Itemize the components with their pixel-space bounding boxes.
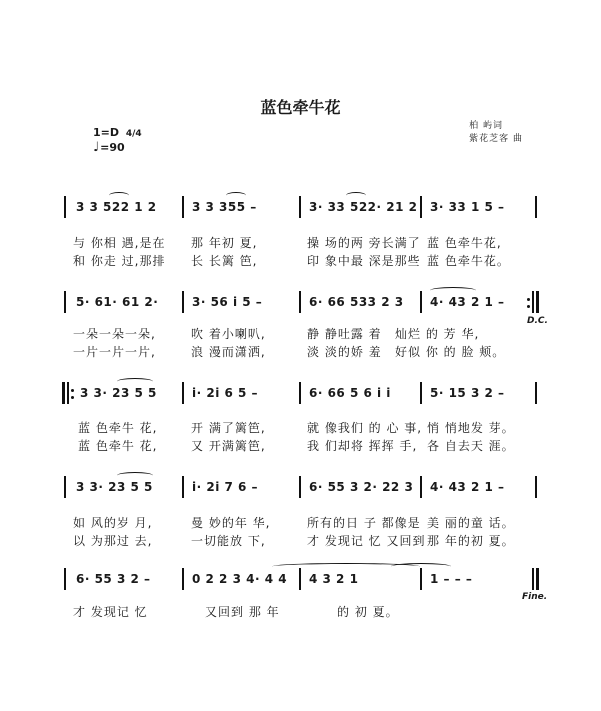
tempo-value: =90 — [100, 141, 125, 154]
end-repeat-barline — [536, 291, 539, 313]
measure: 3 3 355 – — [192, 200, 257, 214]
lyricist-credit: 柏 屿词 — [469, 121, 503, 131]
quarter-note-icon: ♩ — [93, 140, 100, 155]
lyric: 悄 悄地发 芽。 — [427, 421, 515, 435]
repeat-dots — [527, 294, 531, 312]
lyric: 如 风的岁 月, — [73, 516, 153, 530]
measure: 6· 55 3 2 – — [76, 572, 151, 586]
lyric: 一切能放 下, — [191, 534, 266, 548]
credits — [469, 120, 523, 146]
barline — [420, 291, 422, 313]
barline — [182, 476, 184, 498]
barline — [64, 476, 66, 498]
lyric: 曼 妙的年 华, — [191, 516, 271, 530]
lyric: 我 们却将 挥挥 手, — [307, 439, 418, 453]
slur — [109, 192, 129, 199]
lyric: 那 年的初 夏。 — [427, 534, 515, 548]
measure: 0 2 2 3 4· 4 4 — [192, 572, 288, 586]
measure: 3· 33 522· 21 2 — [309, 200, 418, 214]
lyric: 一朵一朵一朵, — [73, 327, 156, 341]
measure: i· 2i 7 6 – — [192, 480, 259, 494]
lyric: 就 像我们 的 心 事, — [307, 421, 423, 435]
measure: 4· 43 2 1 – — [430, 480, 505, 494]
lyric: 又回到 那 年 — [205, 605, 280, 619]
slur — [117, 472, 153, 479]
song-title: 蓝色牵牛花 — [260, 98, 341, 117]
lyric: 的 初 夏。 — [337, 605, 399, 619]
barline — [299, 291, 301, 313]
measure: 6· 66 533 2 3 — [309, 295, 404, 309]
lyric: 开 满了篱笆, — [191, 421, 266, 435]
barline — [64, 568, 66, 590]
dc-mark: D.C. — [527, 316, 548, 326]
slur — [117, 378, 153, 385]
measure: 6· 66 5 6 i i — [309, 386, 391, 400]
key-signature: 1=D — [93, 126, 120, 139]
slur — [346, 192, 366, 199]
barline — [299, 568, 301, 590]
barline — [182, 196, 184, 218]
barline — [64, 291, 66, 313]
measure: 4 3 2 1 — [309, 572, 359, 586]
lyric: 所有的日 子 都像是 — [307, 516, 421, 530]
barline — [535, 476, 537, 498]
lyric: 印 象中最 深是那些 — [307, 254, 421, 268]
lyric: 灿烂 的 芳 华, — [395, 327, 480, 341]
lyric: 与 你相 遇,是在 — [73, 236, 166, 250]
slur — [430, 287, 476, 294]
barline — [182, 568, 184, 590]
lyric: 才 发现记 忆 — [73, 605, 148, 619]
measure: 3 3· 23 5 5 — [76, 480, 153, 494]
measure: 3· 33 1 5 – — [430, 200, 505, 214]
measure: 3 3· 23 5 5 — [80, 386, 157, 400]
measure: 5· 61· 61 2· — [76, 295, 159, 309]
composer-credit: 紫花芝客 曲 — [469, 134, 523, 144]
measure: i· 2i 6 5 – — [192, 386, 259, 400]
lyric: 淡 淡的娇 羞 — [307, 345, 382, 359]
lyric: 长 长篱 笆, — [191, 254, 258, 268]
lyric: 那 年初 夏, — [191, 236, 258, 250]
tempo-marking — [93, 141, 125, 155]
slur — [226, 192, 246, 199]
measure: 6· 55 3 2· 22 3 — [309, 480, 414, 494]
lyric: 各 自去天 涯。 — [427, 439, 515, 453]
tie — [391, 563, 451, 570]
barline — [532, 568, 534, 590]
lyric: 好似 你 的 脸 颊。 — [395, 345, 506, 359]
lyric: 美 丽的童 话。 — [427, 516, 515, 530]
key-time-signature — [93, 126, 142, 141]
lyric: 才 发现记 忆 又回到 — [307, 534, 426, 548]
measure: 1 – – – — [430, 572, 473, 586]
barline — [299, 196, 301, 218]
measure: 4· 43 2 1 – — [430, 295, 505, 309]
barline — [420, 568, 422, 590]
barline — [420, 476, 422, 498]
measure: 3 3 522 1 2 — [76, 200, 157, 214]
time-signature: 4/4 — [125, 129, 142, 139]
barline — [535, 382, 537, 404]
fine-mark: Fine. — [522, 592, 548, 602]
lyric: 蓝 色牵牛 花, — [78, 421, 158, 435]
measure: 5· 15 3 2 – — [430, 386, 505, 400]
barline — [420, 196, 422, 218]
barline — [182, 291, 184, 313]
barline — [182, 382, 184, 404]
lyric: 蓝 色牵牛 花, — [78, 439, 158, 453]
lyric: 又 开满篱笆, — [191, 439, 266, 453]
barline — [299, 382, 301, 404]
lyric: 吹 着小喇叭, — [191, 327, 266, 341]
barline — [532, 291, 534, 313]
lyric: 操 场的两 旁长满了 — [307, 236, 421, 250]
lyric: 浪 漫而潇洒, — [191, 345, 266, 359]
barline — [535, 196, 537, 218]
lyric: 以 为那过 去, — [73, 534, 153, 548]
barline — [67, 382, 69, 404]
barline — [64, 196, 66, 218]
lyric: 一片一片一片, — [73, 345, 156, 359]
final-barline — [536, 568, 539, 590]
measure: 3· 56 i 5 – — [192, 295, 263, 309]
lyric: 蓝 色牵牛花。 — [427, 254, 510, 268]
lyric: 和 你走 过,那排 — [73, 254, 166, 268]
lyric: 蓝 色牵牛花, — [427, 236, 502, 250]
barline — [420, 382, 422, 404]
lyric: 静 静吐露 着 — [307, 327, 382, 341]
start-repeat-barline — [62, 382, 65, 404]
barline — [299, 476, 301, 498]
repeat-dots — [71, 385, 75, 403]
